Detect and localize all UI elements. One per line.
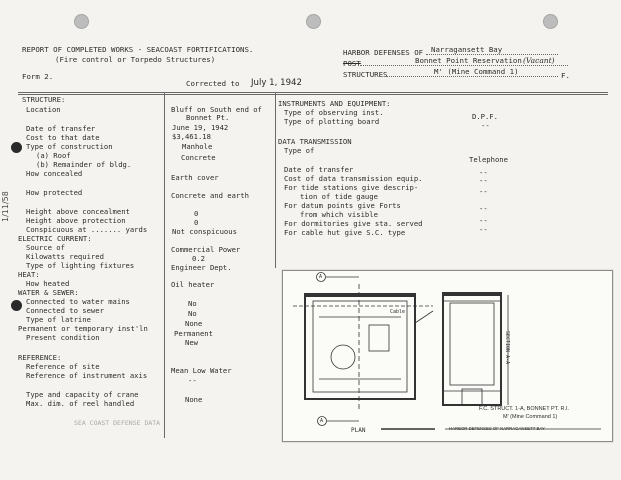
section-hatch bbox=[450, 303, 494, 385]
structure-label: Type and capacity of crane bbox=[26, 390, 139, 399]
instrument-label: Type of observing inst. bbox=[284, 108, 384, 117]
plan-opening bbox=[369, 325, 389, 351]
corrected-date: July 1, 1942 bbox=[251, 78, 302, 88]
instrument-label: DATA TRANSMISSION bbox=[278, 137, 352, 146]
structure-label: Present condition bbox=[26, 333, 100, 342]
structure-label: Max. dim. of reel handled bbox=[26, 399, 135, 408]
structure-label: (b) Remainder of bldg. bbox=[36, 160, 132, 169]
punch-hole-center bbox=[306, 14, 321, 29]
structure-label: Connected to sewer bbox=[26, 306, 104, 315]
cable-line bbox=[415, 311, 433, 323]
section-label: SECTION A-A bbox=[504, 331, 510, 365]
marker-a-top: A bbox=[319, 274, 323, 280]
water-mains-value: No bbox=[188, 299, 197, 308]
harbor-label: HARBOR DEFENSES OF bbox=[343, 48, 424, 57]
plan-wall-fill bbox=[305, 294, 415, 297]
instrument-label: tion of tide gauge bbox=[300, 192, 378, 201]
tide-value: -- bbox=[479, 187, 488, 196]
cable-hut-value: -- bbox=[479, 225, 488, 234]
table-top-rule-2 bbox=[18, 94, 608, 95]
drawing-caption-2: M' (Mine Command 1) bbox=[503, 414, 558, 420]
structure-label: Location bbox=[26, 105, 61, 114]
structures-label: STRUCTURES bbox=[343, 70, 388, 79]
structure-label: WATER & SEWER: bbox=[18, 288, 79, 297]
permanent-value: Permanent bbox=[174, 329, 213, 338]
site-ref-value: Mean Low Water bbox=[171, 366, 232, 375]
instrument-label: INSTRUMENTS AND EQUIPMENT: bbox=[278, 99, 391, 108]
post-correction: (Vacant) bbox=[523, 56, 555, 65]
section-outer bbox=[443, 293, 501, 405]
construction-value: Manhole bbox=[182, 142, 213, 151]
cost-value: $3,461.18 bbox=[172, 132, 211, 141]
dt-cost-value: -- bbox=[479, 176, 488, 185]
structure-label: Type of latrine bbox=[26, 315, 91, 324]
structures-suffix: F. bbox=[561, 71, 570, 80]
drawing-caption-1: F.C. STRUCT. 1-A, BONNET PT. R.I. bbox=[479, 406, 570, 412]
structure-label: Height above concealment bbox=[26, 207, 130, 216]
structures-value: M' (Mine Command 1) bbox=[434, 67, 519, 76]
sewer-value: No bbox=[188, 309, 197, 318]
height-protection-value: 0 bbox=[194, 218, 199, 227]
structure-label: HEAT: bbox=[18, 270, 40, 279]
instrument-label: For tide stations give descrip- bbox=[284, 183, 419, 192]
report-title: REPORT OF COMPLETED WORKS - SEACOAST FORTIFICATIONS. bbox=[22, 45, 254, 54]
instrument-label: For datum points give Forts bbox=[284, 201, 401, 210]
punch-hole-right bbox=[543, 14, 558, 29]
structure-label: Permanent or temporary inst'ln bbox=[18, 324, 148, 333]
table-top-rule bbox=[18, 92, 608, 93]
column-divider-1 bbox=[164, 93, 165, 438]
concealed-value: Earth cover bbox=[171, 173, 219, 182]
instrument-label: Type of plotting board bbox=[284, 117, 380, 126]
structure-label: How protected bbox=[26, 188, 83, 197]
faint-stamp: SEA COAST DEFENSE DATA bbox=[74, 419, 161, 427]
observing-value: D.P.F. bbox=[472, 112, 498, 121]
structure-label: Height above protection bbox=[26, 216, 126, 225]
instrument-label: Type of bbox=[284, 146, 315, 155]
structure-label: ELECTRIC CURRENT: bbox=[18, 234, 92, 243]
structure-label: Cost to that date bbox=[26, 133, 100, 142]
roof-value: Concrete bbox=[181, 153, 216, 162]
cable-label: Cable bbox=[390, 309, 406, 315]
punch-hole-left bbox=[74, 14, 89, 29]
structure-label: Kilowatts required bbox=[26, 252, 104, 261]
structure-label: STRUCTURE: bbox=[22, 95, 66, 104]
structure-label: Date of transfer bbox=[26, 124, 96, 133]
structures-underline bbox=[386, 76, 558, 77]
structure-label: Reference of instrument axis bbox=[26, 371, 148, 380]
structure-label: How heated bbox=[26, 279, 70, 288]
structure-label: (a) Roof bbox=[36, 151, 71, 160]
plan-label: PLAN bbox=[351, 427, 366, 434]
location-value-2: Bonnet Pt. bbox=[186, 113, 230, 122]
protected-value: Concrete and earth bbox=[171, 191, 249, 200]
binder-dot-upper bbox=[11, 142, 22, 153]
margin-handwritten-note: 1/11/58 bbox=[1, 191, 10, 222]
instrument-label: Cost of data transmission equip. bbox=[284, 174, 423, 183]
dormitories-value: -- bbox=[479, 216, 488, 225]
plotting-value: -- bbox=[481, 121, 490, 130]
post-label: POST bbox=[343, 59, 361, 68]
harbor-value: Narragansett Bay bbox=[431, 45, 503, 54]
heated-value: Oil heater bbox=[171, 280, 215, 289]
condition-value: New bbox=[185, 338, 198, 347]
structure-label: Type of construction bbox=[26, 142, 113, 151]
form-number: Form 2. bbox=[22, 72, 54, 81]
latrine-value: None bbox=[185, 319, 203, 328]
structure-label: How concealed bbox=[26, 169, 83, 178]
instrument-label: Date of transfer bbox=[284, 165, 354, 174]
structure-label: REFERENCE: bbox=[18, 353, 62, 362]
structure-label: Reference of site bbox=[26, 362, 100, 371]
structure-label: Conspicuous at ....... yards bbox=[26, 225, 148, 234]
lighting-value: Engineer Dept. bbox=[171, 263, 232, 272]
transfer-value: -- bbox=[479, 168, 488, 177]
plan-drawing bbox=[282, 270, 613, 442]
plan-manhole bbox=[331, 345, 355, 369]
location-value-1: Bluff on South end of bbox=[171, 105, 262, 114]
marker-a-bottom: A bbox=[320, 418, 324, 424]
datum-value: -- bbox=[479, 204, 488, 213]
harbor-underline bbox=[426, 54, 558, 55]
column-divider-2 bbox=[275, 93, 276, 268]
power-source-value: Commercial Power bbox=[171, 245, 241, 254]
kilowatts-value: 0.2 bbox=[192, 254, 205, 263]
instrument-label: from which visible bbox=[300, 210, 378, 219]
transfer-date-value: June 19, 1942 bbox=[172, 123, 229, 132]
post-underline bbox=[360, 65, 568, 66]
post-value: Bonnet Point Reservation bbox=[415, 56, 522, 65]
transmission-value: Telephone bbox=[469, 155, 508, 164]
instrument-label: For dormitories give sta. served bbox=[284, 219, 423, 228]
structure-label: Connected to water mains bbox=[26, 297, 130, 306]
structure-label: Source of bbox=[26, 243, 65, 252]
height-concealment-value: 0 bbox=[194, 209, 199, 218]
binder-dot-lower bbox=[11, 300, 22, 311]
crane-value: None bbox=[185, 395, 203, 404]
conspicuous-value: Not conspicuous bbox=[172, 227, 237, 236]
corrected-label: Corrected to bbox=[186, 79, 240, 88]
plan-section-svg bbox=[283, 271, 612, 441]
structure-label: Type of lighting fixtures bbox=[26, 261, 135, 270]
drawing-caption-3: HARBOR DEFENSES OF NARRAGANSETT BAY bbox=[449, 426, 545, 431]
axis-ref-value: -- bbox=[188, 376, 197, 385]
instrument-label: For cable hut give S.C. type bbox=[284, 228, 406, 237]
section-wall-fill bbox=[443, 293, 501, 296]
report-subtitle: (Fire control or Torpedo Structures) bbox=[55, 55, 216, 64]
